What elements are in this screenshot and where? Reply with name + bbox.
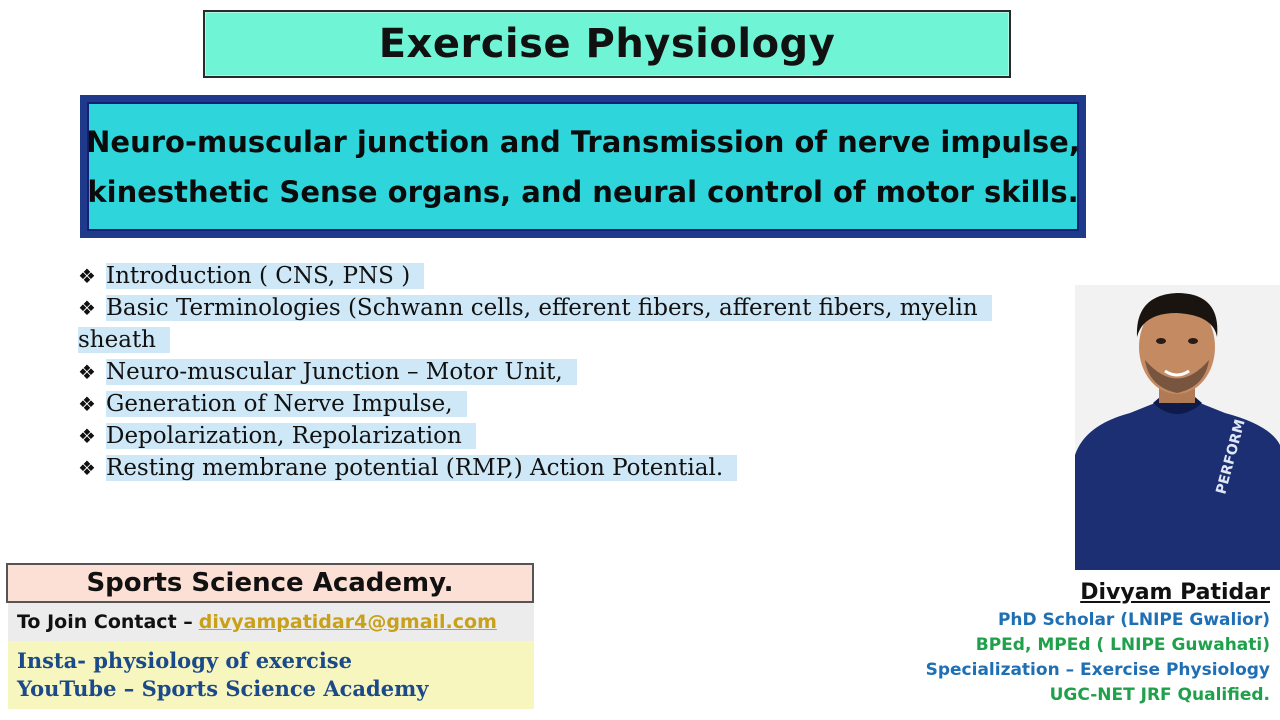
bullet-item-continuation <box>78 324 1028 356</box>
bullet-item <box>78 388 1028 420</box>
bullet-text: Introduction ( CNS, PNS ) <box>106 263 424 289</box>
profile-line: PhD Scholar (LNIPE Gwalior) <box>997 610 1270 630</box>
diamond-bullet-icon: ❖ <box>78 264 96 288</box>
instagram-handle: Insta- physiology of exercise <box>17 648 352 673</box>
topic-banner <box>80 95 1086 238</box>
topic-line-1: Neuro-muscular junction and Transmission of nerve impulse, <box>86 124 1080 159</box>
contact-label: To Join Contact – <box>17 611 193 633</box>
slide-title-banner <box>203 10 1011 78</box>
diamond-bullet-icon: ❖ <box>78 392 96 416</box>
presenter-profile <box>926 578 1270 708</box>
presenter-portrait-image <box>1075 285 1280 570</box>
bullet-item <box>78 452 1028 484</box>
contact-email-link[interactable]: divyampatidar4@gmail.com <box>198 611 497 633</box>
bullet-item <box>78 420 1028 452</box>
diamond-bullet-icon: ❖ <box>78 296 96 320</box>
diamond-bullet-icon: ❖ <box>78 360 96 384</box>
academy-name: Sports Science Academy. <box>86 568 454 598</box>
presenter-photo <box>1075 285 1280 570</box>
youtube-channel: YouTube – Sports Science Academy <box>17 676 429 701</box>
diamond-bullet-icon: ❖ <box>78 424 96 448</box>
shirt-print-text: PERFORM <box>1213 417 1249 497</box>
bullet-item <box>78 260 1028 292</box>
bullet-item <box>78 292 1028 324</box>
profile-line: BPEd, MPEd ( LNIPE Guwahati) <box>975 635 1270 655</box>
bullet-text: Neuro-muscular Junction – Motor Unit, <box>106 359 577 385</box>
topic-bullet-list <box>78 260 1028 484</box>
bullet-text: Generation of Nerve Impulse, <box>106 391 467 417</box>
profile-line: UGC-NET JRF Qualified. <box>1049 685 1270 705</box>
bullet-text: Basic Terminologies (Schwann cells, efferent fibers, afferent fibers, myelin <box>106 295 992 321</box>
diamond-bullet-icon: ❖ <box>78 456 96 480</box>
social-links-box <box>8 641 534 709</box>
bullet-text: Depolarization, Repolarization <box>106 423 476 449</box>
presenter-name: Divyam Patidar <box>1080 580 1270 605</box>
bullet-text: Resting membrane potential (RMP,) Action Potential. <box>106 455 737 481</box>
topic-inner-panel <box>87 102 1079 231</box>
profile-line: Specialization – Exercise Physiology <box>925 660 1270 680</box>
topic-line-2: kinesthetic Sense organs, and neural control of motor skills. <box>87 174 1079 209</box>
bullet-item <box>78 356 1028 388</box>
academy-name-banner <box>6 563 534 603</box>
bullet-text: sheath <box>78 327 170 353</box>
slide-title: Exercise Physiology <box>378 21 836 67</box>
contact-row <box>8 603 534 641</box>
